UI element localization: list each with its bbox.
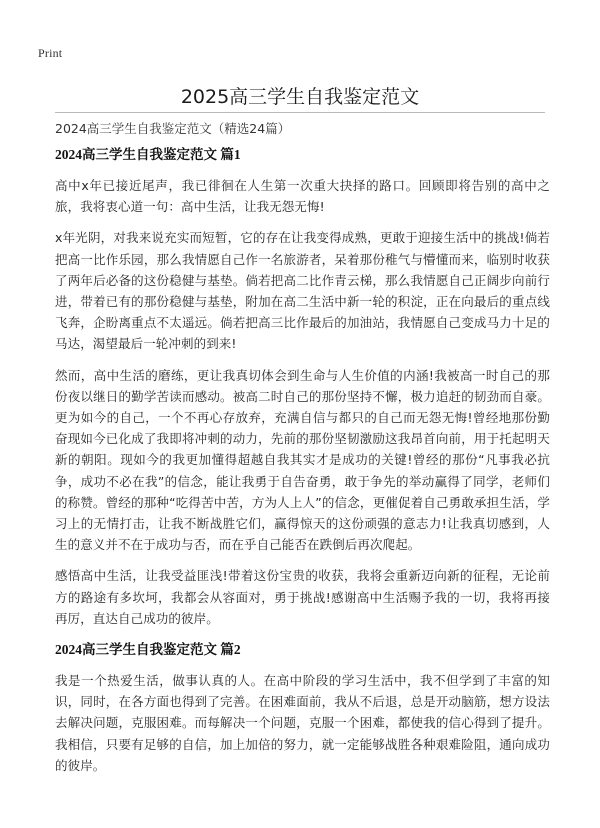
section-heading: 2024高三学生自我鉴定范文 篇1: [55, 147, 241, 162]
document-body: [55, 120, 550, 786]
print-link[interactable]: Print: [38, 46, 63, 60]
paragraph: 感悟高中生活，让我受益匪浅!带着这份宝贵的收获，我将会重新迈向新的征程，无论前方的路途有多坎坷，我都会从容面对，勇于挑战!感谢高中生活赐予我的一切，我将再接再厉，直达自己成功的彼岸。: [55, 568, 550, 626]
paragraph: 我是一个热爱生活，做事认真的人。在高中阶段的学习生活中，我不但学到了丰富的知识，同时，在各方面也得到了完善。在困难面前，我从不后退，总是开动脑筋，想方设法去解决问题，克服困难。而每解决一个问题，克服一个困难，都使我的信心得到了提升。我相信，只要有足够的自信，加上加倍的努力，就一定能够战胜各种艰难险阻，通向成功的彼岸。: [55, 673, 550, 773]
section-2: [55, 641, 550, 776]
section-heading: 2024高三学生自我鉴定范文 篇2: [55, 642, 241, 658]
paragraph: 高中x年已接近尾声，我已徘徊在人生第一次重大抉择的路口。回顾即将告别的高中之旅，我将衷心道一句：高中生活，让我无怨无悔!: [55, 178, 550, 215]
paragraph: x年光阴，对我来说充实而短暂，它的存在让我变得成熟，更敢于迎接生活中的挑战!倘若把高一比作乐园，那么我情愿自己作一名旅游者，呆着那份稚气与懵懂而来，临别时收获了两年后必备的这份稳健与基垫。倘若把高二比作青云梯，那么我情愿自己正阔步向前行进，带着已有的那份稳健与基垫，附加在高二生活中新一轮的积淀，正在向最后的重点线飞奔，企盼离重点不太遥远。倘若把高三比作最后的加油站，我情愿自己变成马力十足的马达，渴望最后一轮冲刺的到来!: [55, 230, 550, 352]
paragraph: 然而，高中生活的磨练，更让我真切体会到生命与人生价值的内涵!我被高一时自己的那份夜以继日的勤学苦读而感动。被高二时自己的那份坚持不懈，极力追赶的韧劲而自豪。更为如今的自己，一个不再心存放弃，充满自信与都只的自己而无怨无悔!曾经地那份勤奋现如今已化成了我即将冲刺的动力，先前的那份坚韧激励这我昂首向前，用于托起明天新的朝阳。现如今的我更加懂得超越自我其实才是成功的关键!曾经的那份“凡事我必抗争，成功不必在我”的信念，能让我勇于自告奋勇，敢于争先的举动赢得了同学，老师们的称赞。曾经的那种“吃得苦中苦，方为人上人”的信念，更催促着自己勇敢承担生活，学习上的无情打击，让我不断战胜它们，赢得惊天的这份顽强的意志力!让我真切感到，人生的意义并不在于成功与否，而在乎自己能否在跌倒后再次爬起。: [55, 367, 550, 553]
title-divider: [55, 112, 545, 113]
page-title: 2025高三学生自我鉴定范文: [180, 86, 420, 108]
document-subtitle: 2024高三学生自我鉴定范文（精选24篇）: [55, 121, 291, 136]
section-1: [55, 146, 550, 629]
